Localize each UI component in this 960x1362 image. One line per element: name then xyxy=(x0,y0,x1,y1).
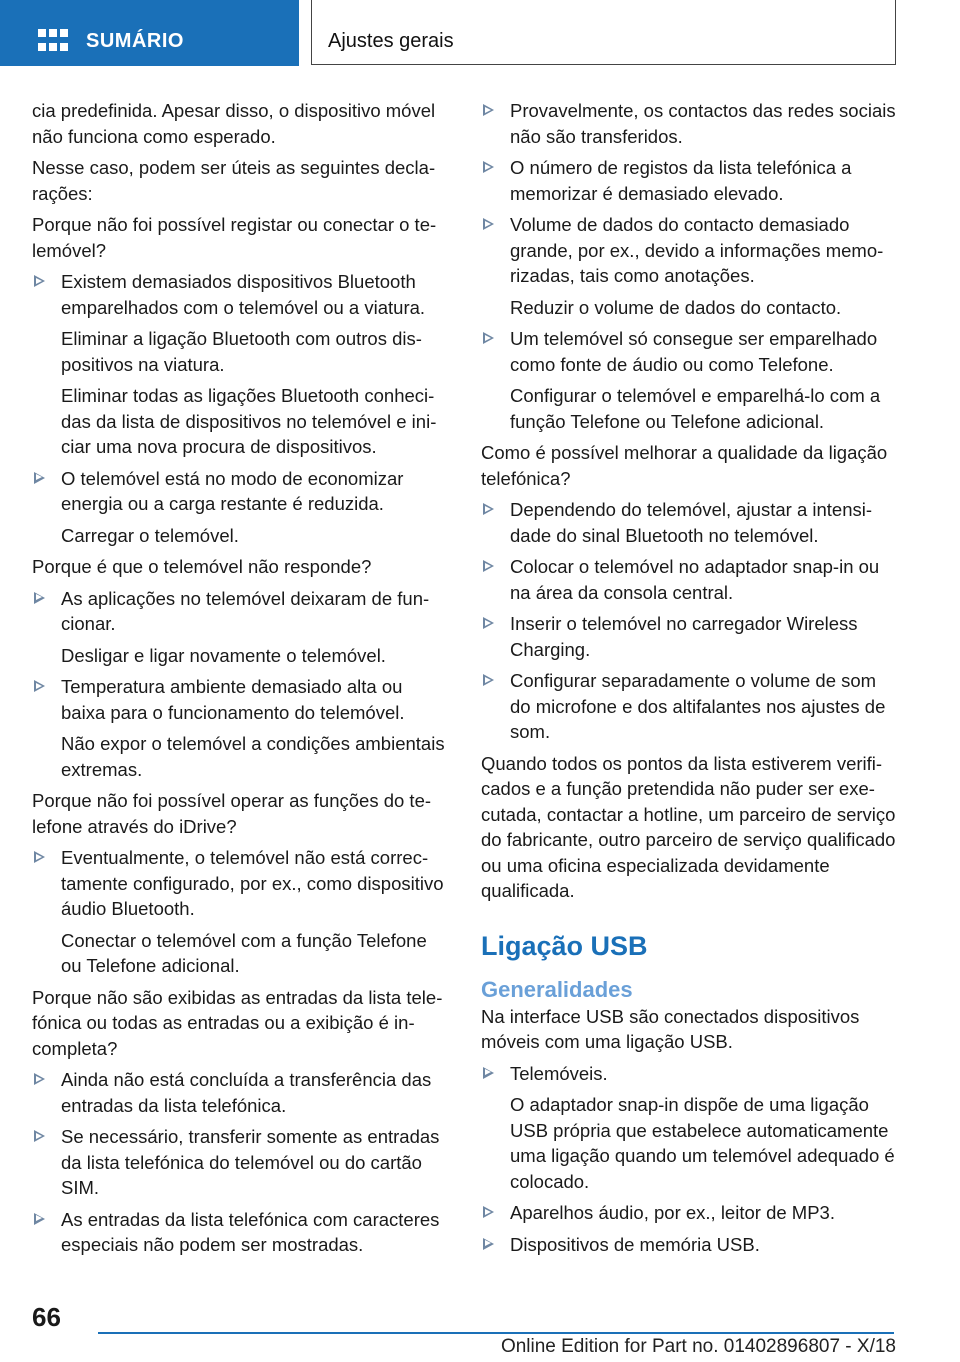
bullet-item xyxy=(481,326,897,434)
paragraph: Quando todos os pontos da lista estiverem verificados e a função pretendida não puder ser executada, contactar a hotline, um parceiro de serviço do fabricante, outro parceiro de serviço qualificado ou uma oficina especializada devidamente qualificada. xyxy=(481,752,896,901)
paragraph: Porque é que o telemóvel não responde? xyxy=(32,556,372,577)
bullet-text: Ainda não está concluída a transferência das entradas da lista telefónica. xyxy=(61,1069,432,1116)
bullet-triangle-icon xyxy=(483,617,494,629)
bullet-text: Dispositivos de memória USB. xyxy=(510,1233,760,1255)
paragraph: Como é possível melhorar a qualidade da ligação telefónica? xyxy=(481,442,888,489)
bullet-triangle-icon xyxy=(34,680,45,692)
bullet-item xyxy=(32,1067,448,1118)
bullet-text: Volume de dados do contacto demasiado grande, por ex., devido a informações memorizadas, tais como anotações. xyxy=(510,214,884,286)
bullet-text: Eventualmente, o telemóvel não está correctamente configurado, por ex., como dispositivo áudio Bluetooth. xyxy=(61,847,444,919)
toc-label: SUMÁRIO xyxy=(86,30,184,52)
bullet-item xyxy=(481,611,897,662)
paragraph: Na interface USB são conectados dispositivos móveis com uma ligação USB. xyxy=(481,1005,860,1052)
right-column xyxy=(481,98,897,1263)
paragraph: Nesse caso, podem ser úteis as seguintes declarações: xyxy=(32,157,436,204)
bullet-item xyxy=(481,212,897,320)
paragraph: Porque não foi possível operar as funções do telefone através do iDrive? xyxy=(32,790,432,837)
bullet-action-text: Carregar o telemóvel. xyxy=(61,524,239,546)
paragraph: Porque não foi possível registar ou conectar o telemóvel? xyxy=(32,214,437,261)
section-title: Ajustes gerais xyxy=(328,30,454,52)
left-column xyxy=(32,98,448,1264)
bullet-triangle-icon xyxy=(483,218,494,230)
bullet-triangle-icon xyxy=(34,1130,45,1142)
bullet-action-text: O adaptador snap-in dispõe de uma ligação USB própria que estabelece automaticamente uma ligação quando um telemóvel adequado é colocado. xyxy=(510,1094,895,1192)
bullet-triangle-icon xyxy=(483,1238,494,1250)
bullet-triangle-icon xyxy=(483,1206,494,1218)
bullet-text: Dependendo do telemóvel, ajustar a intensidade do sinal Bluetooth no telemóvel. xyxy=(510,499,873,546)
bullet-item xyxy=(32,586,448,669)
bullet-action-text: Não expor o telemóvel a condições ambientais extremas. xyxy=(61,733,445,780)
bullet-item xyxy=(32,674,448,782)
bullet-item xyxy=(32,466,448,549)
subsection-heading: Generalidades xyxy=(481,976,633,1002)
bullet-item xyxy=(32,1207,448,1258)
bullet-text: Aparelhos áudio, por ex., leitor de MP3. xyxy=(510,1202,835,1223)
bullet-triangle-icon xyxy=(483,560,494,572)
bullet-text: Inserir o telemóvel no carregador Wireless Charging. xyxy=(510,613,858,660)
bullet-triangle-icon xyxy=(34,851,45,863)
bullet-action-text: Configurar o telemóvel e emparelhá-lo com a função Telefone ou Telefone adicional. xyxy=(510,385,881,432)
page-number: 66 xyxy=(32,1302,61,1332)
bullet-item xyxy=(481,1061,897,1195)
bullet-item xyxy=(481,98,897,149)
grid-menu-icon xyxy=(38,29,68,51)
toc-button[interactable] xyxy=(0,0,299,66)
footer-divider xyxy=(98,1332,894,1334)
bullet-text: As aplicações no telemóvel deixaram de funcionar. xyxy=(61,587,430,634)
bullet-text: Existem demasiados dispositivos Bluetooth emparelhados com o telemóvel ou a viatura. xyxy=(61,271,426,318)
bullet-triangle-icon xyxy=(34,592,45,604)
bullet-item xyxy=(481,497,897,548)
bullet-action-text: Desligar e ligar novamente o telemóvel. xyxy=(61,644,386,666)
bullet-item xyxy=(481,668,897,745)
bullet-triangle-icon xyxy=(483,503,494,515)
bullet-triangle-icon xyxy=(34,1213,45,1225)
section-heading: Ligação USB xyxy=(481,930,648,961)
bullet-action-text: Eliminar a ligação Bluetooth com outros dispositivos na viatura. xyxy=(61,328,422,375)
section-tab xyxy=(311,0,896,65)
bullet-action-text: Eliminar todas as ligações Bluetooth conhecidas da lista de dispositivos no telemóvel e iniciar uma nova procura de dispositivos. xyxy=(61,385,437,457)
bullet-triangle-icon xyxy=(34,275,45,287)
bullet-triangle-icon xyxy=(483,104,494,116)
page-header xyxy=(0,0,960,66)
bullet-text: Se necessário, transferir somente as entradas da lista telefónica do telemóvel ou do cartão SIM. xyxy=(61,1126,440,1198)
footer-edition-text: Online Edition for Part no. 01402896807 - X/18 xyxy=(500,1336,896,1357)
bullet-item xyxy=(481,1232,897,1258)
bullet-item xyxy=(32,269,448,460)
bullet-triangle-icon xyxy=(34,1073,45,1085)
bullet-triangle-icon xyxy=(483,332,494,344)
bullet-text: Um telemóvel só consegue ser emparelhado como fonte de áudio ou como Telefone. xyxy=(510,328,878,375)
bullet-triangle-icon xyxy=(483,1067,494,1079)
bullet-triangle-icon xyxy=(483,674,494,686)
bullet-item xyxy=(481,1200,897,1226)
bullet-text: O número de registos da lista telefónica a memorizar é demasiado elevado. xyxy=(510,157,852,204)
bullet-text: Temperatura ambiente demasiado alta ou baixa para o funcionamento do telemóvel. xyxy=(61,676,405,723)
bullet-item xyxy=(32,845,448,979)
bullet-text: O telemóvel está no modo de economizar energia ou a carga restante é reduzida. xyxy=(61,467,404,514)
bullet-text: Provavelmente, os contactos das redes sociais não são transferidos. xyxy=(510,100,896,147)
bullet-text: As entradas da lista telefónica com caracteres especiais não podem ser mostradas. xyxy=(61,1208,440,1255)
bullet-action-text: Reduzir o volume de dados do contacto. xyxy=(510,296,842,318)
bullet-item xyxy=(32,1124,448,1201)
paragraph: cia predefinida. Apesar disso, o dispositivo móvel não funciona como esperado. xyxy=(32,100,436,147)
bullet-triangle-icon xyxy=(34,472,45,484)
bullet-text: Configurar separadamente o volume de som do microfone e dos altifalantes nos ajustes de som. xyxy=(510,670,886,742)
bullet-text: Colocar o telemóvel no adaptador snap-in ou na área da consola central. xyxy=(510,556,880,603)
bullet-action-text: Conectar o telemóvel com a função Telefone ou Telefone adicional. xyxy=(61,929,427,976)
bullet-item xyxy=(481,155,897,206)
bullet-text: Telemóveis. xyxy=(510,1062,608,1084)
bullet-triangle-icon xyxy=(483,161,494,173)
bullet-item xyxy=(481,554,897,605)
paragraph: Porque não são exibidas as entradas da lista telefónica ou todas as entradas ou a exibição é incompleta? xyxy=(32,986,443,1059)
